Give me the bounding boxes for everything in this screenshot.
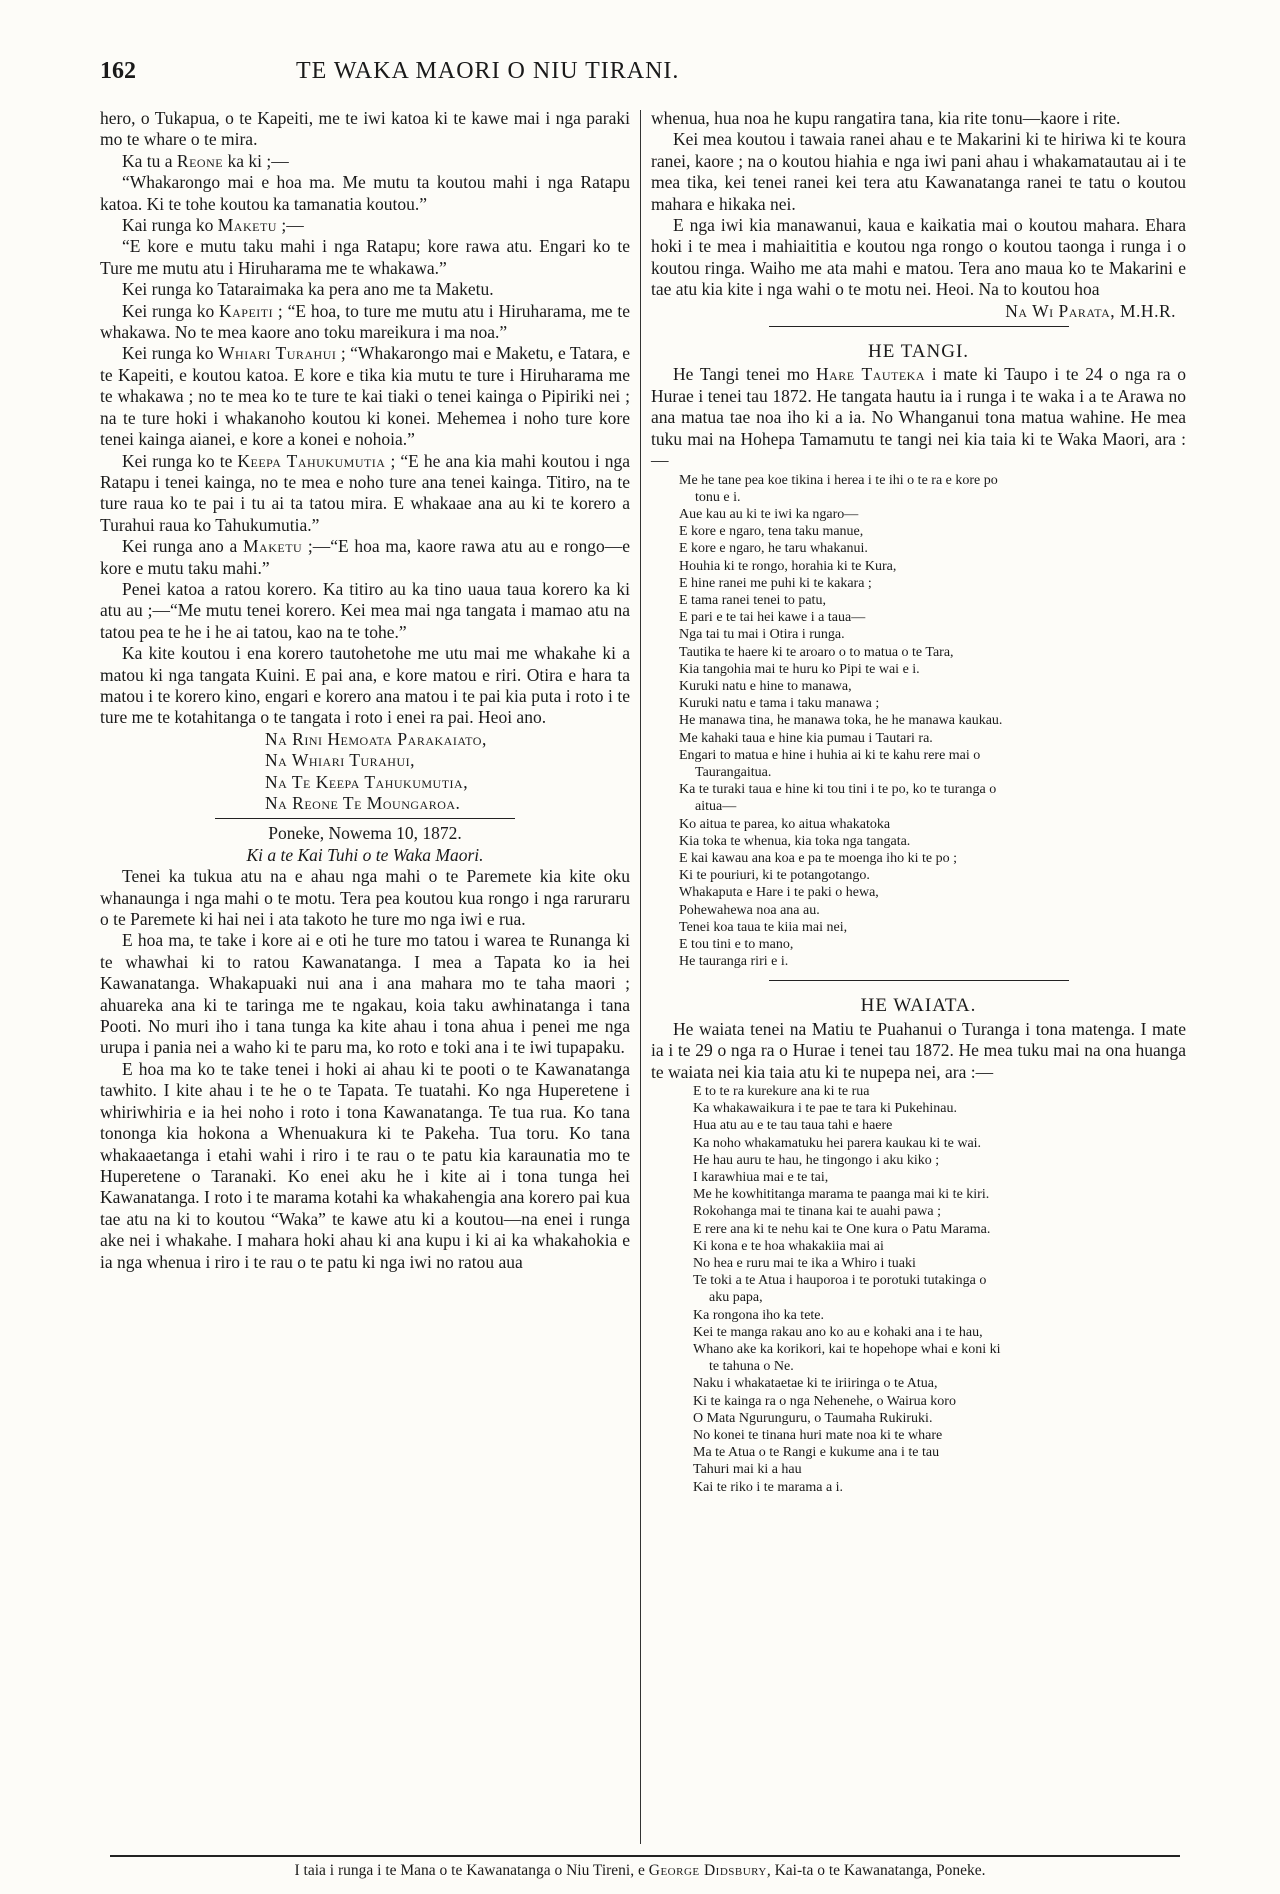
poem-line: Ka te turaki taua e hine ki tou tini i te po, ko te turanga o — [679, 782, 997, 798]
poem-line: He tauranga riri e i. — [679, 954, 789, 970]
poem-line: Tautika te haere ki te aroaro o to matua o te Tara, — [679, 644, 954, 660]
poem-line: No hea e ruru mai te ika a Whiro i tuaki — [693, 1256, 916, 1272]
speaker-name: Reone — [176, 150, 224, 171]
poem-line: Me he kowhititanga marama te paanga mai ki te kiri. — [693, 1187, 990, 1203]
speech2-intro: Kai runga ko Maketu ;— — [122, 215, 304, 236]
poem-line: Ko aitua te parea, ko aitua whakatoka — [679, 816, 891, 832]
poem-line: Tenei koa taua te kiia mai nei, — [679, 919, 848, 935]
signatory: Na Te Keepa Tahukumutia, — [265, 771, 469, 792]
letter-paragraph-1: Tenei ka tukua atu na e ahau nga mahi o te Paremete kia kite oku whanaunga i nga mahi o te motu. Tera pea koutou kua rongo i nga raruraru o te Paremete ki hai nei i ata takoto he ture mo nga iwi e rua. — [100, 866, 630, 930]
continued-paragraph: whenua, hua noa he kupu rangatira tana, kia rite tonu—kaore i rite. — [651, 108, 1121, 128]
speech7: Kei runga ano a Maketu ;—“E hoa ma, kaore rawa atu au e rongo—e kore e mutu taku mahi.” — [100, 536, 630, 578]
poem-line: Kia toka te whenua, kia toka nga tangata. — [679, 833, 911, 849]
poem-line: tonu e i. — [695, 489, 741, 505]
paragraph-a: Penei katoa a ratou korero. Ka titiro au ka tino uaua taua korero ka ki atu au ;—“Me mutu tenei korero. Kei mea mai nga tangata i mamao atu na tatou pea te he i he ai tatou, kao na te tohe.” — [100, 578, 630, 642]
poem-line: Kai te riko i te marama a i. — [693, 1479, 844, 1495]
speech2: “E kore e mutu taku mahi i nga Ratapu; kore rawa atu. Engari ko te Ture me mutu atu i Hiruharama me te whakawa.” — [100, 236, 630, 278]
footer-rule — [110, 1855, 1180, 1857]
poem-line: Kia tangohia mai te huru ko Pipi te wai e i. — [679, 661, 920, 677]
letter-paragraph-2: E hoa ma, te take i kore ai e oti he ture mo tatou i warea te Runanga ki te whawhai ki to ratou Kawanatanga. I mea a Tapata ko ia hei Kawanatanga. Whakapuaki nui ana i ana mahara mo te taha maori ; ahuareka ana ki te taringa me te ngakau, koia taku awhinatanga i tana Pooti. No muri iho i tana tunga ka kite ahau i tona ahua i penei me nga urupa i pania nei a waho ki te paru ma, ko roto e toki ana i te iwi tupapaku. — [100, 930, 630, 1058]
column-divider — [640, 110, 641, 1844]
right-column — [651, 108, 1186, 1496]
poem-line: E pari e te tai hei kawe i a taua— — [679, 610, 866, 626]
speaker-name: Kapeiti — [219, 300, 274, 321]
page-header — [100, 58, 1150, 85]
poem-line: Hua atu au e te tau taua tahi e haere — [693, 1118, 893, 1134]
printer-name: George Didsbury — [648, 1862, 767, 1879]
speaker-name: Maketu — [217, 215, 277, 236]
poem-line: Taurangaitua. — [695, 764, 772, 780]
poem-line: Ma te Atua o te Rangi e kukume ana i te tau — [693, 1445, 940, 1461]
poem-line: E kore e ngaro, tena taku manue, — [679, 524, 864, 540]
continued-paragraph-3: E nga iwi kia manawanui, kaua e kaikatia mai o koutou mahara. Ehara hoki i te mea i mahiaititia e koutou nga rongo o koutou taonga i runga i o koutou ringa. Waiho me ata mahi e matou. Tera ano maua ko te Makarini e tae atu kia kite i nga wahi o te motu nei. Heoi. Na to koutou hoa — [651, 215, 1186, 300]
poem-line: No konei te tinana huri mate noa ki te whare — [693, 1428, 943, 1444]
poem-line: Ka whakawaikura i te pae te tara ki Pukehinau. — [693, 1101, 957, 1117]
poem-line: E rere ana ki te nehu kai te One kura o Patu Marama. — [693, 1221, 991, 1237]
poem-line: Rokohanga mai te tinana kai te auahi pawa ; — [693, 1204, 942, 1220]
poem-line: E kai kawau ana koa e pa te moenga iho ki te po ; — [679, 850, 957, 866]
letter-dateline: Poneke, Nowema 10, 1872. — [268, 823, 462, 844]
poem-line: aitua— — [695, 799, 737, 815]
poem-line: Ki te pouriuri, ki te potangotango. — [679, 868, 870, 884]
page-number: 162 — [100, 58, 136, 84]
signatory: Na Rini Hemoata Parakaiato, — [265, 728, 487, 749]
section-rule — [769, 980, 1069, 981]
poem-line: Houhia ki te rongo, horahia ki te Kura, — [679, 558, 897, 574]
poem-line: E tou tini e to mano, — [679, 936, 794, 952]
waiata-heading: HE WAIATA. — [860, 995, 977, 1017]
speaker-name: Maketu — [242, 536, 303, 557]
speaker-name: Whiari Turahui — [218, 343, 337, 364]
paragraph-b: Ka kite koutou i ena korero tautohetohe me utu mai me whakahe ki a matou ki nga tangata Kuini. E pai ana, e kore matou e riri. Otira e hara ta matou i te korero kino, engari e korero ana matou i te pai kia puta i roto i te ture me te kotahitanga o te tangata i roto i enei ra pai. Heoi ano. — [100, 643, 630, 728]
poem-line: Whano ake ka korikori, kai te hopehope whai e koni ki — [693, 1342, 1001, 1358]
poem-line: E hine ranei me puhi ki te kakara ; — [679, 575, 872, 591]
poem-line: E to te ra kurekure ana ki te rua — [693, 1084, 870, 1100]
tangi-poem — [651, 472, 1186, 971]
letter-paragraph-3: E hoa ma ko te take tenei i hoki ai ahau ki te pooti o te Kawanatanga tawhito. I kite ahau i te he o te Tapata. Te tuatahi. Ko nga Huperetene i whiriwhiria e ia hei noho i roto i tona Kawanatanga. Te tua rua. Ko tana tononga kia hokona a Whenuakura ki te Pakeha. Tua toru. Ko tana whakaaetanga i etahi wahi i riro i te rau o te patu kia karaunatia mo te Huperetene o Taranaki. Ko enei aku he i kite ai i tona tunga hei Kawanatanga. I roto i te marama kotahi ka whakahengia ana korero pai kua tae atu na ki to koutou “Waka” te kawe atu ki a koutou—na enei i runga ake nei i whakahe. I mahara hoki ahau ki ana kupu i ki ai ka whakahokia e ia nga whenua i riro i te rau o te patu ki nga iwi no ratou aua — [100, 1058, 630, 1272]
poem-line: Ki kona e te hoa whakakiia mai ai — [693, 1238, 884, 1254]
poem-line: Whakaputa e Hare i te paki o hewa, — [679, 885, 879, 901]
poem-line: I karawhiua mai e te tai, — [693, 1170, 829, 1186]
poem-line: Pohewahewa noa ana au. — [679, 902, 820, 918]
speech4: Kei runga ko Kapeiti ; “E hoa, to ture me mutu atu i Hiruharama, me te whakawa. No te mea kaore ano toku mareikura i ma noa.” — [100, 300, 630, 343]
poem-line: E tama ranei tenei to patu, — [679, 592, 826, 608]
poem-line: He hau auru te hau, he tingongo i aku kiko ; — [693, 1152, 940, 1168]
continued-paragraph-2: Kei mea koutou i tawaia ranei ahau e te Makarini ki te hiriwa ki te koura ranei, kaore ; na o koutou hiahia e nga iwi pani ahau i whakamatautau ai i te mea tika, kei tenei ranei kei tera atu Kawanatanga ranei te tatu o koutou mahara e hikaka nei. — [651, 129, 1186, 214]
tangi-intro: He Tangi tenei mo Hare Tauteka i mate ki Taupo i te 24 o nga ra o Hurae i tenei tau 1872. He tangata hautu ia i runga i te waka i a te Arawa no ana matua tae noa iho ki a ia. No Whanganui tona matua wahine. He mea tuku mai na Hohepa Tamamutu te tangi nei kia taia ki te Waka Maori, ara :— — [651, 364, 1186, 471]
speech3: Kei runga ko Tataraimaka ka pera ano me ta Maketu. — [122, 279, 494, 300]
section-rule — [215, 818, 515, 819]
signatory: Na Reone Te Moungaroa. — [265, 793, 461, 813]
left-column — [100, 108, 630, 1273]
waiata-poem — [651, 1083, 1186, 1496]
poem-line: Engari to matua e hine i huhia ai ki te kahu rere mai o — [679, 747, 981, 763]
signatory: Na Whiari Turahui, — [265, 750, 415, 771]
poem-line: Tahuri mai ki a hau — [693, 1462, 802, 1478]
poem-line: Kuruki natu e tama i taku manawa ; — [679, 696, 880, 712]
newspaper-title: TE WAKA MAORI O NIU TIRANI. — [296, 58, 680, 84]
printer-imprint: I taia i runga i te Mana o te Kawanatanga o Niu Tireni, e George Didsbury, Kai-ta o te Kawanatanga, Poneke. — [294, 1862, 986, 1879]
poem-line: Aue kau au ki te iwi ka ngaro— — [679, 506, 859, 522]
poem-line: aku papa, — [709, 1290, 763, 1306]
speech1: “Whakarongo mai e hoa ma. Me mutu ta koutou mahi i nga Ratapu katoa. Ki te tohe koutou ka tamanatia koutou.” — [100, 172, 630, 214]
speech1-intro: Ka tu a Reone ka ki ;— — [122, 150, 289, 171]
intro-paragraph: hero, o Tukapua, o te Kapeiti, me te iwi katoa ki te kawe mai i nga paraki mo te whare o te mira. — [100, 108, 630, 150]
tangi-heading: HE TANGI. — [867, 341, 970, 363]
tangi-subject: Hare Tauteka — [815, 364, 926, 385]
poem-line: Kuruki natu e hine to manawa, — [679, 678, 852, 694]
poem-line: Ka noho whakamatuku hei parera kaukau ki te wai. — [693, 1135, 982, 1151]
poem-line: Te toki a te Atua i hauporoa i te porotuki tutakinga o — [693, 1273, 987, 1289]
section-rule — [769, 326, 1069, 327]
speech6: Kei runga ko te Keepa Tahukumutia ; “E he ana kia mahi koutou i nga Ratapu i tenei kainga, no te mea e noho ture ana tenei kainga. Titiro, na te ture raua ko te pai i tu ai ta tatou mira. E whakaae ana au ki te korero a Turahui raua ko Tahukumutia.” — [100, 450, 630, 535]
poem-line: te tahuna o Ne. — [709, 1359, 794, 1375]
poem-line: E kore e ngaro, he taru whakanui. — [679, 541, 868, 557]
poem-line: O Mata Ngurunguru, o Taumaha Rukiruki. — [693, 1410, 933, 1426]
poem-line: Me he tane pea koe tikina i herea i te ihi o te ra e kore po — [679, 472, 998, 488]
letter-addressee: Ki a te Kai Tuhi o te Waka Maori. — [246, 844, 484, 865]
poem-line: Me kahaki taua e hine kia pumau i Tautari ra. — [679, 730, 933, 746]
poem-line: He manawa tina, he manawa toka, he he manawa kaukau. — [679, 713, 1003, 729]
poem-line: Ka rongona iho ka tete. — [693, 1307, 825, 1323]
speaker-name: Keepa Tahukumutia — [237, 450, 386, 471]
poem-line: Ki te kainga ra o nga Nehenehe, o Wairua koro — [693, 1393, 956, 1409]
speech5: Kei runga ko Whiari Turahui ; “Whakarongo mai e Maketu, e Tatara, e te Kapeiti, e koutou katoa. E kore e tika kia mutu te ture i Hiruharama me te whakawa ; no te mea ko te ture te kai tiaki o tenei kainga o Pipiriki nei ; na te ture hoki i whakanoho koutou ki konei. Mehemea i noho ture kore tenei kainga aianei, e kore a konei e nohoia.” — [100, 343, 630, 450]
poem-line: Kei te manga rakau ano ko au e kohaki ana i te hau, — [693, 1324, 983, 1340]
poem-line: Nga tai tu mai i Otira i runga. — [679, 627, 845, 643]
poem-line: Naku i whakataetae ki te iriiringa o te Atua, — [693, 1376, 938, 1392]
letter-signature: Na Wi Parata, M.H.R. — [1005, 300, 1176, 321]
waiata-intro: He waiata tenei na Matiu te Puahanui o Turanga i tona matenga. I mate ia i te 29 o nga ra o Hurae i tenei tau 1872. He mea tuku mai na ona huanga te waiata nei kia taia atu ki te nupepa nei, ara :— — [651, 1018, 1186, 1082]
